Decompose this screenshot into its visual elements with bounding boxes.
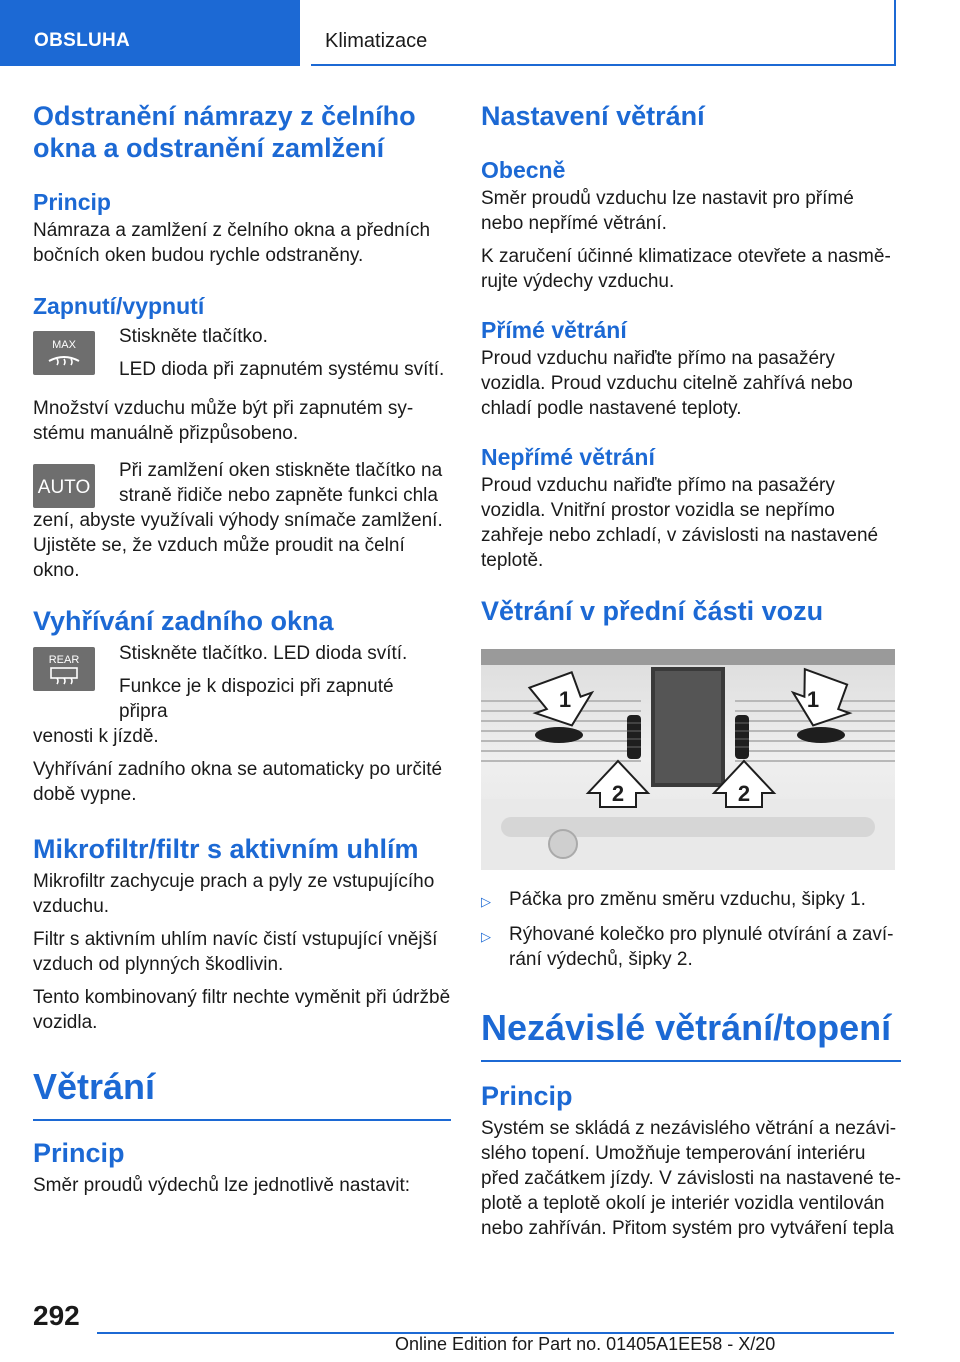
callout-1-right: 1 [806,687,820,712]
svg-text:MAX: MAX [52,339,76,351]
svg-text:REAR: REAR [48,654,80,666]
independent-vent-heading: Nezávislé větrání/topení [481,1006,901,1062]
section-label: OBSLUHA [34,30,131,51]
rear-defrost-button-icon [33,647,95,691]
max-defrost-button-icon [33,331,95,375]
general-text-2: K zaručení účinné klimatizace otevřete a nasměrujte výdechy vzduchu. [481,246,891,292]
general-text-1: Směr proudů vzduchu lze nastavit pro přímé nebo nepřímé větrání. [481,188,854,234]
auto-text-indented: Při zamlžení oken stiskněte tlačítko na straně řidiče nebo zapněte funkci chla [119,460,443,506]
filter-heading: Mikrofiltr/filtr s aktivním uhlím [33,834,419,864]
vent-parts-list [481,887,901,972]
auto-row [33,458,451,508]
vent-settings-heading: Nastavení větrání [481,101,705,131]
vent-principle-heading: Princip [33,1138,125,1168]
rear-row [33,641,451,724]
direct-vent-text: Proud vzduchu nařiďte přímo na pasažéry vozidla. Proud vzduchu citelně zahřívá nebo chladí podle nastavené teploty. [481,348,853,419]
filter-text-2: Filtr s aktivním uhlím navíc čistí vstupující vnější vzduch od plynných škodlivin. [33,929,438,975]
chapter-label: Klimatizace [325,30,428,52]
vent-illustration [481,649,901,875]
auto-button-icon [33,464,95,508]
triangle-bullet-icon: ▷ [481,929,491,944]
max-defrost-row [33,324,451,382]
svg-text:AUTO: AUTO [37,477,91,498]
indirect-vent-heading: Nepřímé větrání [481,444,655,470]
press-button-text: Stiskněte tlačítko. [119,326,268,347]
vent-principle-text: Směr proudů výdechů lze jednotlivě nastavit: [33,1175,411,1196]
front-vent-heading: Větrání v přední části vozu [481,596,824,626]
indirect-vent-text: Proud vzduchu nařiďte přímo na pasažéry vozidla. Vnitřní prostor vozidla se nepřímo zahřeje nebo zchladí, v závislosti na nastavené teplotě. [481,475,879,571]
edition-text: Online Edition for Part no. 01405A1EE58 - X/20 [395,1334,776,1354]
ventilation-heading: Větrání [33,1065,451,1121]
section-tab [0,0,300,66]
rear-availability-continued: venosti k jízdě. [33,726,159,747]
rear-availability-text: Funkce je k dispozici při zapnuté připra [119,676,394,722]
independent-principle-heading: Princip [481,1081,573,1111]
on-off-heading: Zapnutí/vypnutí [33,293,205,319]
principle-heading: Princip [33,189,111,215]
airflow-text: Množství vzduchu může být při zapnutém systému manuálně přizpůsobeno. [33,398,414,444]
callout-1-left: 1 [558,687,572,712]
direct-vent-heading: Přímé větrání [481,317,627,343]
rear-press-text: Stiskněte tlačítko. LED dioda svítí. [119,643,408,664]
chapter-tab [311,0,896,66]
callout-2-left: 2 [611,781,625,806]
left-column [33,100,451,1198]
independent-principle-text: Systém se skládá z nezávislého větrání a nezávislého topení. Umožňuje temperování interiéru před začátkem jízdy. V závislosti na nastavené teplotě a teplotě okolí je interiér vozidla ventilován nebo zahříván. Přitom systém pro vytváření tepla [481,1118,901,1239]
led-text: LED dioda při zapnutém systému svítí. [119,359,445,380]
filter-text-1: Mikrofiltr zachycuje prach a pyly ze vstupujícího vzduchu. [33,871,435,917]
page-number: 292 [33,1300,80,1331]
callout-2-right: 2 [737,781,751,806]
defrost-heading: Odstranění námrazy z čelního okna a odstranění zamlžení [33,101,416,163]
list-item: ▷ Rýhované kolečko pro plynulé otvírání a zavírání výdechů, šipky 2. [481,924,894,970]
principle-text: Námraza a zamlžení z čelního okna a předních bočních oken budou rychle odstraněny. [33,220,431,266]
auto-text-continued: zení, abyste využívali výhody snímače zamlžení. Ujistěte se, že vzduch může proudit na čelní okno. [33,510,443,581]
triangle-bullet-icon: ▷ [481,894,491,909]
filter-text-3: Tento kombinovaný filtr nechte vyměnit při údržbě vozidla. [33,987,451,1033]
rear-heating-heading: Vyhřívání zadního okna [33,606,334,636]
list-item: ▷ Páčka pro změnu směru vzduchu, šipky 1. [481,887,901,914]
right-column [481,100,901,1241]
general-heading: Obecně [481,157,566,183]
rear-auto-off-text: Vyhřívání zadního okna se automaticky po určité době vypne. [33,759,443,805]
